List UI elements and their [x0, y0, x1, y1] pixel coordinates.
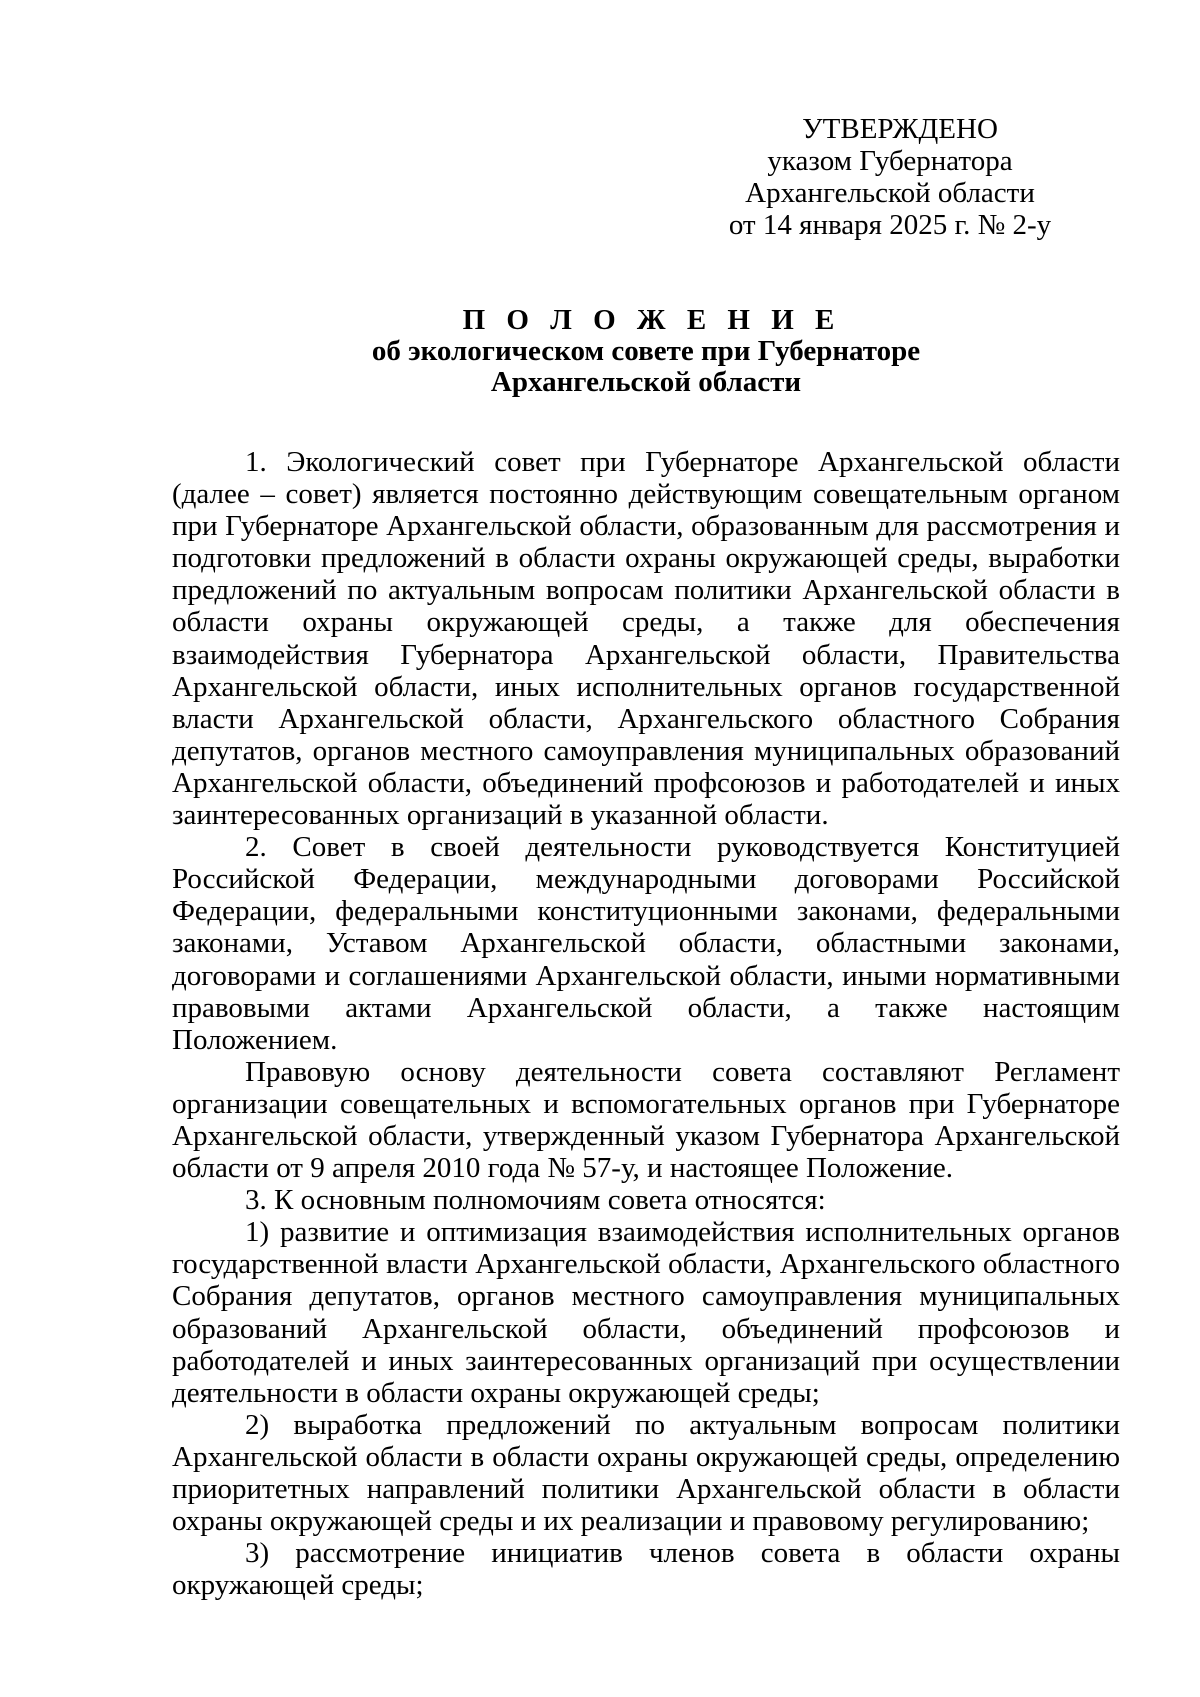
paragraph-3: 3. К основным полномочиям совета относятся: — [245, 1184, 826, 1217]
paragraph-1: 1. Экологический совет при Губернаторе Архангельской области (далее – совет) является постоянно действующим совещательным органом при Губернаторе Архангельской области, образованным для рассмотрения и подготовки предложений в области охраны окружающей среды, выработки предложений по актуальным вопросам политики Архангельской области в области охраны окружающей среды, а также для обеспечения взаимодействия Губернатора Архангельской области, Правительства Архангельской области, иных исполнительных органов государственной власти Архангельской области, Архангельского областного Собрания депутатов, органов местного самоуправления муниципальных образований Архангельской области, объединений профсоюзов и работодателей и иных заинтересованных организаций в указанной области. — [172, 446, 1120, 832]
list-item-3: 3) рассмотрение инициатив членов совета в области охраны окружающей среды; — [172, 1537, 1120, 1602]
document-title: П О Л О Ж Е Н И Е — [462, 304, 842, 336]
approval-issuer: указом Губернатора — [767, 145, 1013, 177]
document-heading — [172, 305, 1120, 398]
approval-heading: УТВЕРЖДЕНО — [802, 113, 998, 145]
paragraph-legal-basis: Правовую основу деятельности совета составляют Регламент организации совещательных и вспомогательных органов при Губернаторе Архангельской области, утвержденный указом Губернатора Архангельской области от 9 апреля 2010 года № 57-у, и настоящее Положение. — [172, 1055, 1120, 1185]
list-item-1: 1) развитие и оптимизация взаимодействия исполнительных органов государственной власти Архангельской области, Архангельского областного Собрания депутатов, органов местного самоуправления муниципальных образований Архангельской области, объединений профсоюзов и работодателей и иных заинтересованных организаций при осуществлении деятельности в области охраны окружающей среды; — [172, 1216, 1120, 1409]
approval-date-number: от 14 января 2025 г. № 2-у — [728, 209, 1052, 241]
document-subtitle-line-2: Архангельской области — [490, 366, 802, 398]
approval-region: Архангельской области — [745, 177, 1035, 209]
paragraph-2: 2. Совет в своей деятельности руководствуется Конституцией Российской Федерации, международными договорами Российской Федерации, федеральными конституционными законами, федеральными законами, Уставом Архангельской области, областными законами, договорами и соглашениями Архангельской области, иными нормативными правовыми актами Архангельской области, а также настоящим Положением. — [172, 831, 1120, 1056]
document-subtitle-line-1: об экологическом совете при Губернаторе — [371, 335, 921, 367]
document-body — [172, 446, 1120, 1601]
list-item-2: 2) выработка предложений по актуальным вопросам политики Архангельской области в области охраны окружающей среды, определению приоритетных направлений политики Архангельской области в области охраны окружающей среды и их реализации и правовому регулированию; — [172, 1408, 1120, 1538]
approval-stamp — [700, 113, 1080, 241]
